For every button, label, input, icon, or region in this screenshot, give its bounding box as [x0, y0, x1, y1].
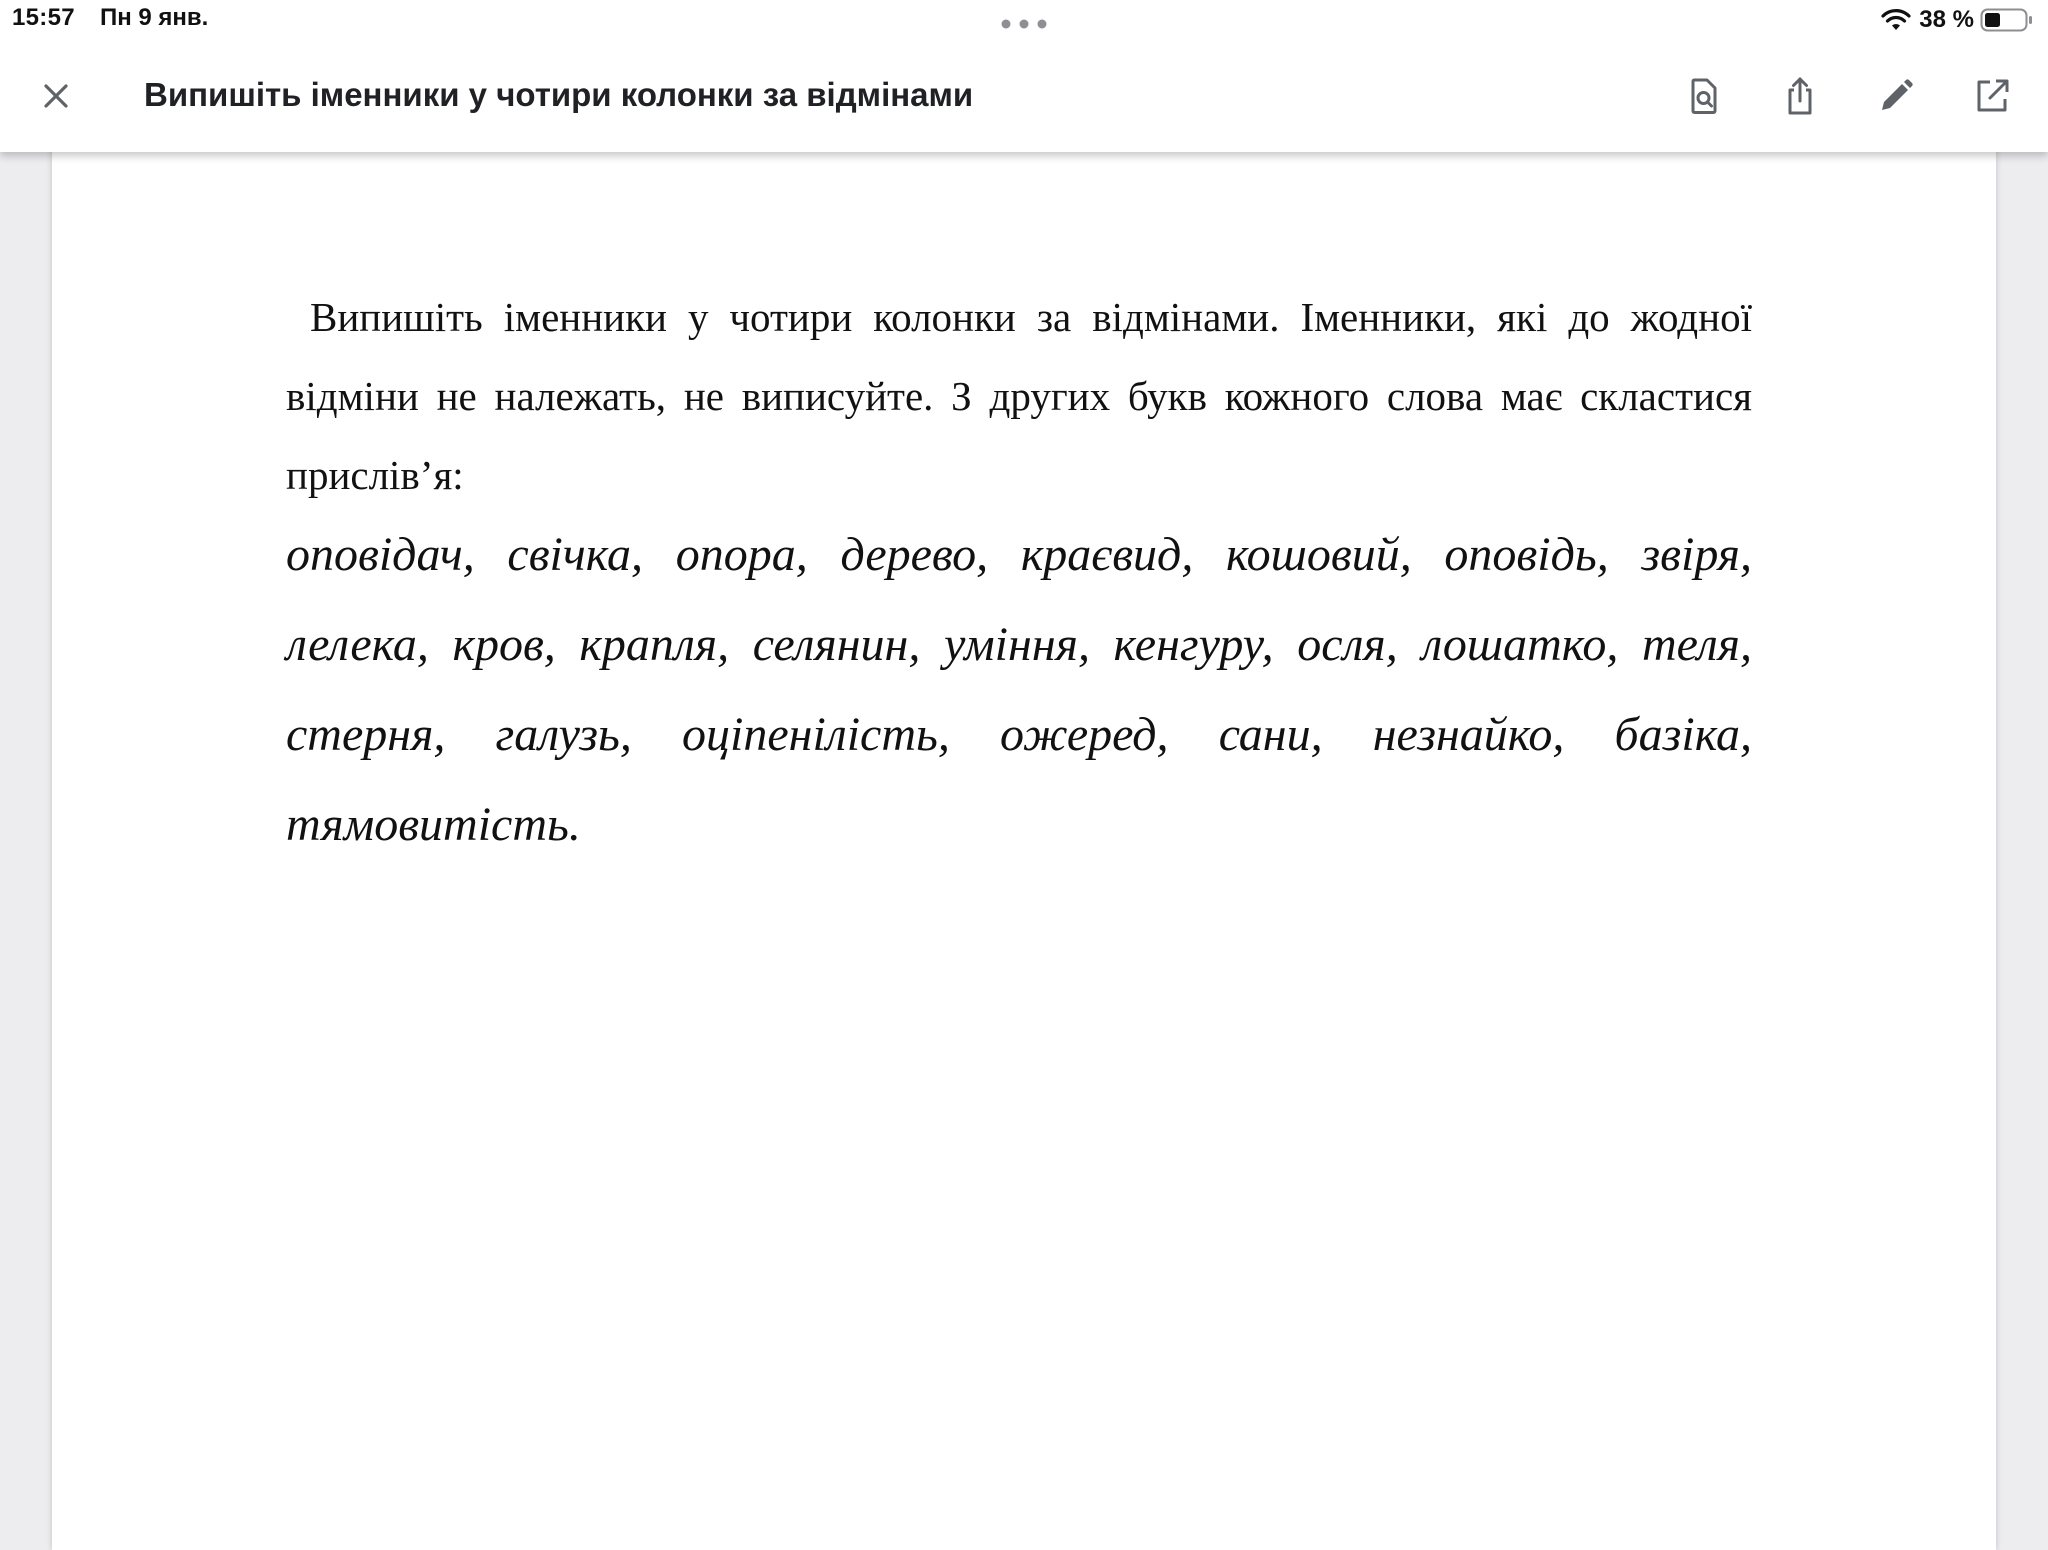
document-title: Випишіть іменники у чотири колонки за відмінами: [144, 76, 974, 113]
battery-percent: 38 %: [1919, 6, 1974, 33]
status-time: 15:57: [12, 4, 75, 31]
status-date: Пн 9 янв.: [100, 4, 209, 31]
share-icon: [1778, 74, 1822, 118]
word-list: оповідач, свічка, опора, дерево, краєвид, кошовий, оповідь, звіря, лелека, кров, крапля, селянин, уміння, кенгуру, осля, лошатко, теля, стерня, галузь, оціпенілість, ожеред, сани, незнайко, базіка, тямовитість.: [286, 528, 1752, 851]
document-page: [52, 130, 1996, 1550]
multitask-dots-icon[interactable]: [1000, 18, 1048, 30]
status-indicators: [1881, 4, 2034, 36]
find-in-document-button[interactable]: [1676, 68, 1732, 124]
close-icon: [34, 74, 78, 118]
app-bar: [0, 40, 2048, 152]
edit-icon: [1874, 74, 1918, 118]
instruction-paragraph: Випишіть іменники у чотири колонки за відмінами. Іменники, які до жодної відміни не належать, не виписуйте. З других букв кожного слова має скластися прислів’я:: [286, 294, 1752, 498]
status-bar: [0, 0, 2048, 40]
close-button[interactable]: [28, 68, 84, 124]
battery-icon: [1980, 7, 2034, 33]
find-in-document-icon: [1682, 74, 1726, 118]
wifi-icon: [1881, 8, 1911, 32]
edit-button[interactable]: [1868, 68, 1924, 124]
open-external-icon: [1970, 74, 2014, 118]
share-button[interactable]: [1772, 68, 1828, 124]
open-external-button[interactable]: [1964, 68, 2020, 124]
